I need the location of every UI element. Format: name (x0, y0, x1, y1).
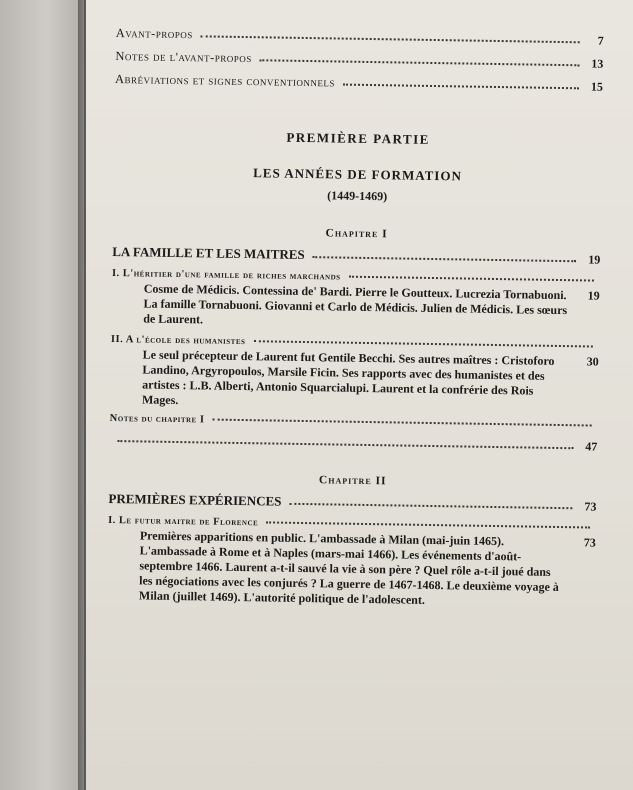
chapter-1-notes-label: Notes du chapitre I (109, 412, 205, 426)
dot-leader (260, 58, 580, 66)
chapter-2-sub-1-desc: Premières apparitions en public. L'ambassade à Milan (mai-juin 1465). L'ambassade à Rome et à Naples (mars-mai 1466). Les événements d'août-septembre 1466. Laurent a-t-il sauvé la vie à son père ? Quel rôle a-t-il joué dans les négociations avec les conjurés ? La guerre de 1467-1468. Le deuxième voyage à Milan (juillet 1469). L'autorité politique de l'adolescent. (138, 528, 559, 607)
section-dates: (1449-1469) (327, 188, 388, 204)
dot-leader (201, 34, 580, 43)
toc-entry-page: 15 (590, 79, 604, 94)
chapter-1-heading: Chapitre I (325, 227, 388, 241)
chapter-1-sub-1-label: I. L'héritier d'une famille de riches marchands (111, 267, 341, 283)
chapter-1-sub-1-desc: Cosme de Médicis. Contessina de' Bardi. Pierre le Goutteux. Lucrezia Tornabuoni. La famille Tornabuoni. Giovanni et Carlo de Médicis. Julien de Médicis. Les sœurs de Laurent. (143, 281, 568, 327)
toc-entry-page: 13 (591, 56, 604, 71)
chapter-2-heading: Chapitre II (318, 474, 387, 488)
toc-content (107, 18, 604, 611)
dot-leader (289, 502, 572, 509)
dot-leader (117, 439, 573, 449)
chapter-1-title-page: 19 (588, 252, 601, 267)
toc-entry-label: Avant-propos (115, 25, 193, 42)
chapter-1-sub-2-label: II. A l'école des humanistes (110, 333, 246, 348)
part-title: PREMIÈRE PARTIE (286, 129, 430, 147)
chapter-1-notes-page: 47 (585, 439, 598, 454)
chapter-1-title-row (112, 244, 600, 268)
section-title: LES ANNÉES DE FORMATION (253, 165, 463, 184)
chapter-2-title: PREMIÈRES EXPÉRIENCES (108, 490, 282, 509)
chapter-2-sub-1-desc-block (107, 528, 596, 611)
chapter-2-title-row (108, 491, 596, 515)
dot-leader (343, 83, 579, 90)
chapter-1-notes-row (110, 413, 598, 432)
chapter-1-sub-2-desc: Le seul précepteur de Laurent fut Gentile Becchi. Ses autres maîtres : Cristoforo Landino, Argyropoulos, Marsile Ficin. Ses rapports avec des humanistes et des artistes : L.B. Alberti, Antonio Squarcialupi. Laurent et la confrérie des Rois Mages. (141, 347, 555, 408)
chapter-2-sub-1-page: 73 (583, 535, 596, 550)
chapter-1-title: LA FAMILLE ET LES MAITRES (112, 243, 305, 262)
dot-leader (212, 418, 591, 427)
left-page-edge (0, 0, 84, 790)
chapter-1-notes-page-row (109, 432, 597, 455)
chapter-1-sub-2-page: 30 (586, 354, 599, 369)
dot-leader (253, 339, 593, 347)
chapter-1-sub-2-desc-block (110, 347, 599, 415)
toc-entry-label: Notes de l'avant-propos (115, 48, 252, 66)
chapter-2-title-page: 73 (584, 499, 597, 514)
toc-entry-label: Abréviations et signes conventionnels (114, 71, 336, 90)
chapter-1-sub-1-page: 19 (587, 288, 600, 303)
table-of-contents-page (86, 0, 633, 790)
chapter-1-sub-1-desc-block (111, 281, 600, 334)
dot-leader (313, 255, 577, 262)
toc-entry-page: 7 (597, 33, 604, 48)
dot-leader (349, 275, 594, 282)
dot-leader (266, 520, 590, 528)
chapter-2-sub-1-label: I. Le futur maitre de Florence (108, 514, 259, 529)
